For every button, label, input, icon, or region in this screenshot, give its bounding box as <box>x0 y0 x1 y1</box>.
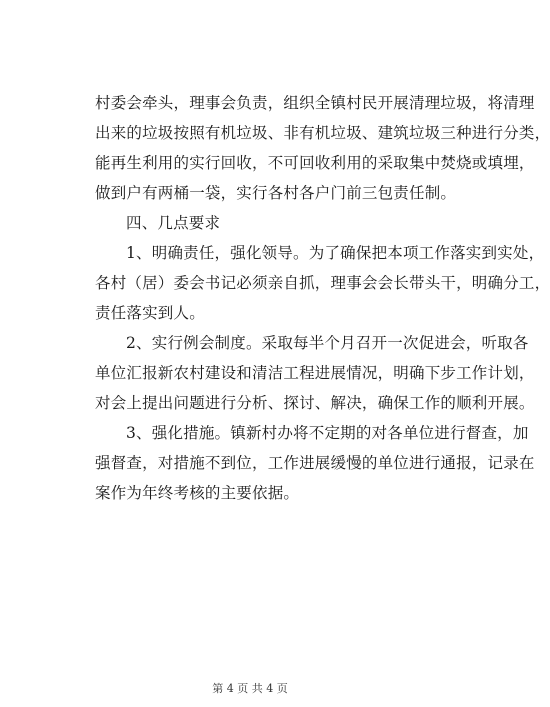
text-line: 村委会牵头，理事会负责，组织全镇村民开展清理垃圾，将清理 <box>95 94 535 112</box>
text-line: 2、实行例会制度。采取每半个月召开一次促进会，听取各 <box>126 334 529 352</box>
section-heading: 四、几点要求 <box>126 214 221 232</box>
paragraph-requirement-2 <box>95 328 535 418</box>
text-line: 强督查，对措施不到位，工作进展缓慢的单位进行通报，记录在 <box>95 454 535 472</box>
text-line: 1、明确责任，强化领导。为了确保把本项工作落实到实处， <box>126 244 545 262</box>
paragraph-requirement-1 <box>95 238 550 328</box>
text-line: 案作为年终考核的主要依据。 <box>95 484 300 502</box>
section-heading-requirements <box>95 208 457 238</box>
document-body <box>95 88 550 508</box>
text-line: 责任落实到人。 <box>95 304 205 322</box>
text-line: 能再生利用的实行回收，不可回收利用的采取集中焚烧或填埋， <box>95 154 535 172</box>
text-line: 对会上提出问题进行分析、探讨、解决，确保工作的顺利开展。 <box>95 394 535 412</box>
text-line: 单位汇报新农村建设和清洁工程进展情况，明确下步工作计划， <box>95 364 535 382</box>
text-line: 做到户有两桶一袋，实行各村各户门前三包责任制。 <box>95 184 457 202</box>
page-number-footer: 第 4 页 共 4 页 <box>212 682 288 695</box>
text-line: 出来的垃圾按照有机垃圾、非有机垃圾、建筑垃圾三种进行分类， <box>95 124 550 142</box>
paragraph-sorting-rules <box>95 88 550 208</box>
text-line: 各村（居）委会书记必须亲自抓，理事会会长带头干，明确分工， <box>95 274 550 292</box>
text-line: 3、强化措施。镇新村办将不定期的对各单位进行督查，加 <box>126 424 529 442</box>
paragraph-requirement-3 <box>95 418 535 508</box>
